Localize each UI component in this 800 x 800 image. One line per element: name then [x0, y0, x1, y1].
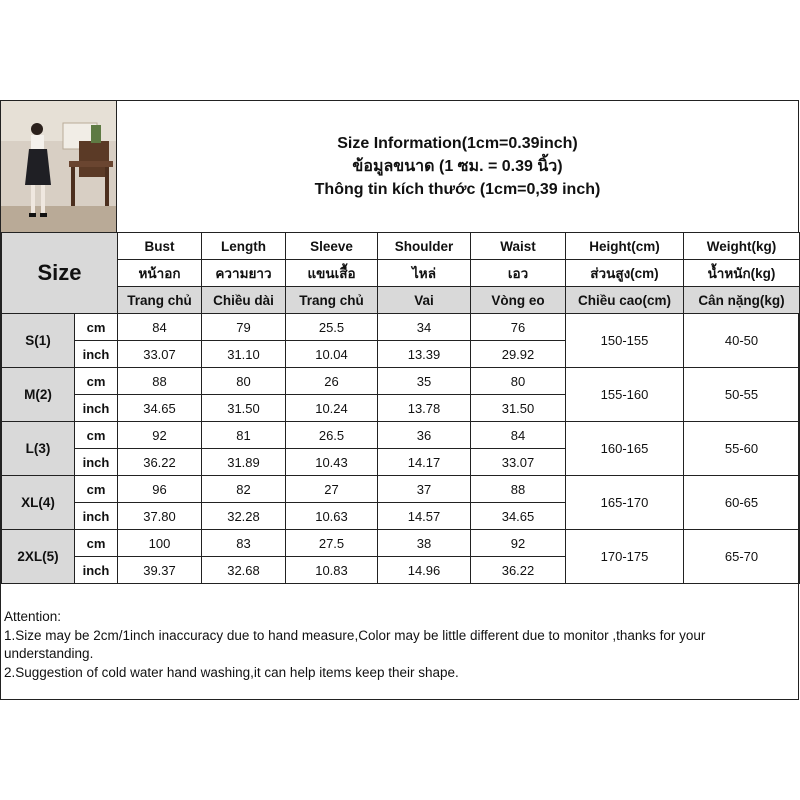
col-waist-vi: Vòng eo — [471, 287, 566, 314]
unit-cm: cm — [75, 476, 118, 503]
sleeve-inch: 10.04 — [286, 341, 378, 368]
shoulder-cm: 35 — [378, 368, 471, 395]
shoulder-inch: 14.17 — [378, 449, 471, 476]
height-range: 160-165 — [566, 422, 684, 476]
bust-inch: 37.80 — [118, 503, 202, 530]
shoulder-cm: 36 — [378, 422, 471, 449]
col-height-vi: Chiều cao(cm) — [566, 287, 684, 314]
header-row-en — [2, 233, 800, 260]
note-washing: 2.Suggestion of cold water hand washing,it can help items keep their shape. — [4, 664, 459, 680]
size-heading: Size — [2, 233, 118, 314]
table-row — [2, 368, 800, 395]
col-sleeve-vi: Trang chủ — [286, 287, 378, 314]
waist-inch: 31.50 — [471, 395, 566, 422]
col-shoulder-vi: Vai — [378, 287, 471, 314]
waist-cm: 92 — [471, 530, 566, 557]
col-sleeve-th: แขนเสื้อ — [286, 260, 378, 287]
table-row — [2, 476, 800, 503]
unit-cm: cm — [75, 422, 118, 449]
waist-cm: 88 — [471, 476, 566, 503]
shoulder-cm: 38 — [378, 530, 471, 557]
size-information-header — [117, 101, 798, 232]
bust-inch: 36.22 — [118, 449, 202, 476]
col-length-vi: Chiều dài — [202, 287, 286, 314]
size-label: L(3) — [2, 422, 75, 476]
bust-inch: 34.65 — [118, 395, 202, 422]
col-waist-th: เอว — [471, 260, 566, 287]
length-inch: 31.10 — [202, 341, 286, 368]
weight-range: 60-65 — [684, 476, 800, 530]
waist-inch: 36.22 — [471, 557, 566, 584]
size-label: 2XL(5) — [2, 530, 75, 584]
waist-cm: 76 — [471, 314, 566, 341]
length-cm: 79 — [202, 314, 286, 341]
col-weight-en: Weight(kg) — [684, 233, 800, 260]
table-row — [2, 422, 800, 449]
unit-inch: inch — [75, 449, 118, 476]
col-bust-vi: Trang chủ — [118, 287, 202, 314]
length-cm: 81 — [202, 422, 286, 449]
size-table — [1, 232, 800, 584]
length-inch: 31.89 — [202, 449, 286, 476]
waist-inch: 34.65 — [471, 503, 566, 530]
table-row — [2, 314, 800, 341]
shoulder-inch: 13.39 — [378, 341, 471, 368]
col-bust-th: หน้าอก — [118, 260, 202, 287]
product-photo — [1, 101, 117, 232]
length-inch: 31.50 — [202, 395, 286, 422]
bust-inch: 33.07 — [118, 341, 202, 368]
shoulder-cm: 37 — [378, 476, 471, 503]
height-range: 170-175 — [566, 530, 684, 584]
size-label: XL(4) — [2, 476, 75, 530]
col-height-th: ส่วนสูง(cm) — [566, 260, 684, 287]
header-row-th — [2, 260, 800, 287]
bust-inch: 39.37 — [118, 557, 202, 584]
unit-inch: inch — [75, 341, 118, 368]
size-label: S(1) — [2, 314, 75, 368]
header-title-vi: Thông tin kích thước (1cm=0,39 inch) — [314, 181, 601, 198]
sleeve-cm: 25.5 — [286, 314, 378, 341]
col-length-en: Length — [202, 233, 286, 260]
unit-cm: cm — [75, 314, 118, 341]
size-label: M(2) — [2, 368, 75, 422]
bust-cm: 92 — [118, 422, 202, 449]
sleeve-cm: 27 — [286, 476, 378, 503]
col-shoulder-en: Shoulder — [378, 233, 471, 260]
sleeve-inch: 10.63 — [286, 503, 378, 530]
col-waist-en: Waist — [471, 233, 566, 260]
bust-cm: 84 — [118, 314, 202, 341]
sleeve-cm: 26.5 — [286, 422, 378, 449]
length-cm: 83 — [202, 530, 286, 557]
shoulder-cm: 34 — [378, 314, 471, 341]
height-range: 155-160 — [566, 368, 684, 422]
col-sleeve-en: Sleeve — [286, 233, 378, 260]
note-measurement: 1.Size may be 2cm/1inch inaccuracy due to hand measure,Color may be little different due to monitor ,thanks for your understanding. — [4, 627, 706, 661]
attention-heading: Attention: — [4, 609, 62, 624]
weight-range: 65-70 — [684, 530, 800, 584]
unit-cm: cm — [75, 368, 118, 395]
shoulder-inch: 13.78 — [378, 395, 471, 422]
sleeve-inch: 10.24 — [286, 395, 378, 422]
col-shoulder-th: ไหล่ — [378, 260, 471, 287]
shoulder-inch: 14.57 — [378, 503, 471, 530]
weight-range: 40-50 — [684, 314, 800, 368]
bust-cm: 96 — [118, 476, 202, 503]
col-height-en: Height(cm) — [566, 233, 684, 260]
shoulder-inch: 14.96 — [378, 557, 471, 584]
unit-inch: inch — [75, 503, 118, 530]
height-range: 150-155 — [566, 314, 684, 368]
col-length-th: ความยาว — [202, 260, 286, 287]
unit-inch: inch — [75, 395, 118, 422]
length-inch: 32.28 — [202, 503, 286, 530]
sleeve-inch: 10.83 — [286, 557, 378, 584]
sleeve-cm: 26 — [286, 368, 378, 395]
height-range: 165-170 — [566, 476, 684, 530]
length-inch: 32.68 — [202, 557, 286, 584]
header-title-en: Size Information(1cm=0.39inch) — [337, 135, 578, 152]
attention-notes — [4, 608, 794, 682]
col-weight-vi: Cân nặng(kg) — [684, 287, 800, 314]
length-cm: 82 — [202, 476, 286, 503]
waist-cm: 84 — [471, 422, 566, 449]
unit-inch: inch — [75, 557, 118, 584]
size-chart — [0, 100, 799, 700]
sleeve-cm: 27.5 — [286, 530, 378, 557]
waist-cm: 80 — [471, 368, 566, 395]
bust-cm: 100 — [118, 530, 202, 557]
weight-range: 50-55 — [684, 368, 800, 422]
col-bust-en: Bust — [118, 233, 202, 260]
header-row-vi — [2, 287, 800, 314]
sleeve-inch: 10.43 — [286, 449, 378, 476]
length-cm: 80 — [202, 368, 286, 395]
table-row — [2, 530, 800, 557]
unit-cm: cm — [75, 530, 118, 557]
waist-inch: 29.92 — [471, 341, 566, 368]
product-photo-image — [1, 101, 116, 232]
bust-cm: 88 — [118, 368, 202, 395]
weight-range: 55-60 — [684, 422, 800, 476]
waist-inch: 33.07 — [471, 449, 566, 476]
header-title-th: ข้อมูลขนาด (1 ซม. = 0.39 นิ้ว) — [352, 158, 563, 175]
col-weight-th: น้ำหนัก(kg) — [684, 260, 800, 287]
